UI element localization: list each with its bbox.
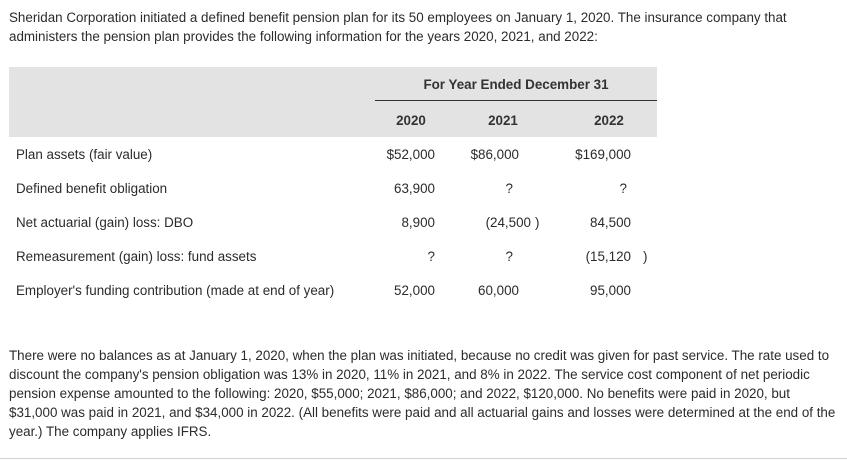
cell-dbo-2021: ? [505, 181, 513, 196]
column-header-2020: 2020 [396, 113, 426, 128]
row-label-net-actuarial-dbo: Net actuarial (gain) loss: DBO [16, 215, 194, 230]
cell-net-actuarial-2021-close-paren: ) [535, 215, 540, 230]
cell-net-actuarial-2021: (24,500 [485, 215, 531, 230]
cell-plan-assets-2021: $86,000 [470, 147, 519, 162]
row-label-remeasurement-fund-assets: Remeasurement (gain) loss: fund assets [16, 249, 257, 264]
cell-funding-2022: 95,000 [590, 283, 631, 298]
column-header-2021: 2021 [488, 113, 518, 128]
group-header-rule [375, 100, 657, 101]
row-label-plan-assets: Plan assets (fair value) [16, 147, 153, 162]
cell-remeasurement-2020: ? [427, 249, 435, 264]
column-header-2022: 2022 [594, 113, 624, 128]
cell-plan-assets-2020: $52,000 [386, 147, 435, 162]
row-label-funding-contribution: Employer's funding contribution (made at end of year) [16, 283, 335, 298]
cell-dbo-2022: ? [619, 181, 627, 196]
group-header: For Year Ended December 31 [423, 77, 609, 92]
cell-dbo-2020: 63,900 [394, 181, 435, 196]
cell-funding-2020: 52,000 [394, 283, 435, 298]
cell-remeasurement-2022-close-paren: ) [643, 249, 648, 264]
cell-funding-2021: 60,000 [478, 283, 519, 298]
cell-remeasurement-2021: ? [505, 249, 513, 264]
cell-net-actuarial-2022: 84,500 [590, 215, 631, 230]
row-label-dbo: Defined benefit obligation [16, 181, 168, 196]
cell-net-actuarial-2020: 8,900 [401, 215, 435, 230]
cell-plan-assets-2022: $169,000 [575, 147, 631, 162]
cell-remeasurement-2022: (15,120 [585, 249, 631, 264]
closing-paragraph: There were no balances as at January 1, 2020, when the plan was initiated, because no credit was given for past service. The rate used to discount the company's pension obligation was 13% in 2020, 11% in 2021, and 8% in 2022. The service cost component of net periodic pension expense amounted to the following: 2020, $55,000; 2021, $86,000; and 2022, $120,000. No benefits were paid in 2020, but $31,000 was paid in 2021, and $34,000 in 2022. (All benefits were paid and all actuarial gains and losses were determined at the end of the year.) The company applies IFRS. [9, 348, 836, 439]
pension-data-table [9, 67, 657, 307]
bottom-divider [0, 458, 847, 459]
intro-paragraph: Sheridan Corporation initiated a defined benefit pension plan for its 50 employees on January 1, 2020. The insurance company that administers the pension plan provides the following information for the years 2020, 2021, and 2022: [9, 10, 787, 44]
